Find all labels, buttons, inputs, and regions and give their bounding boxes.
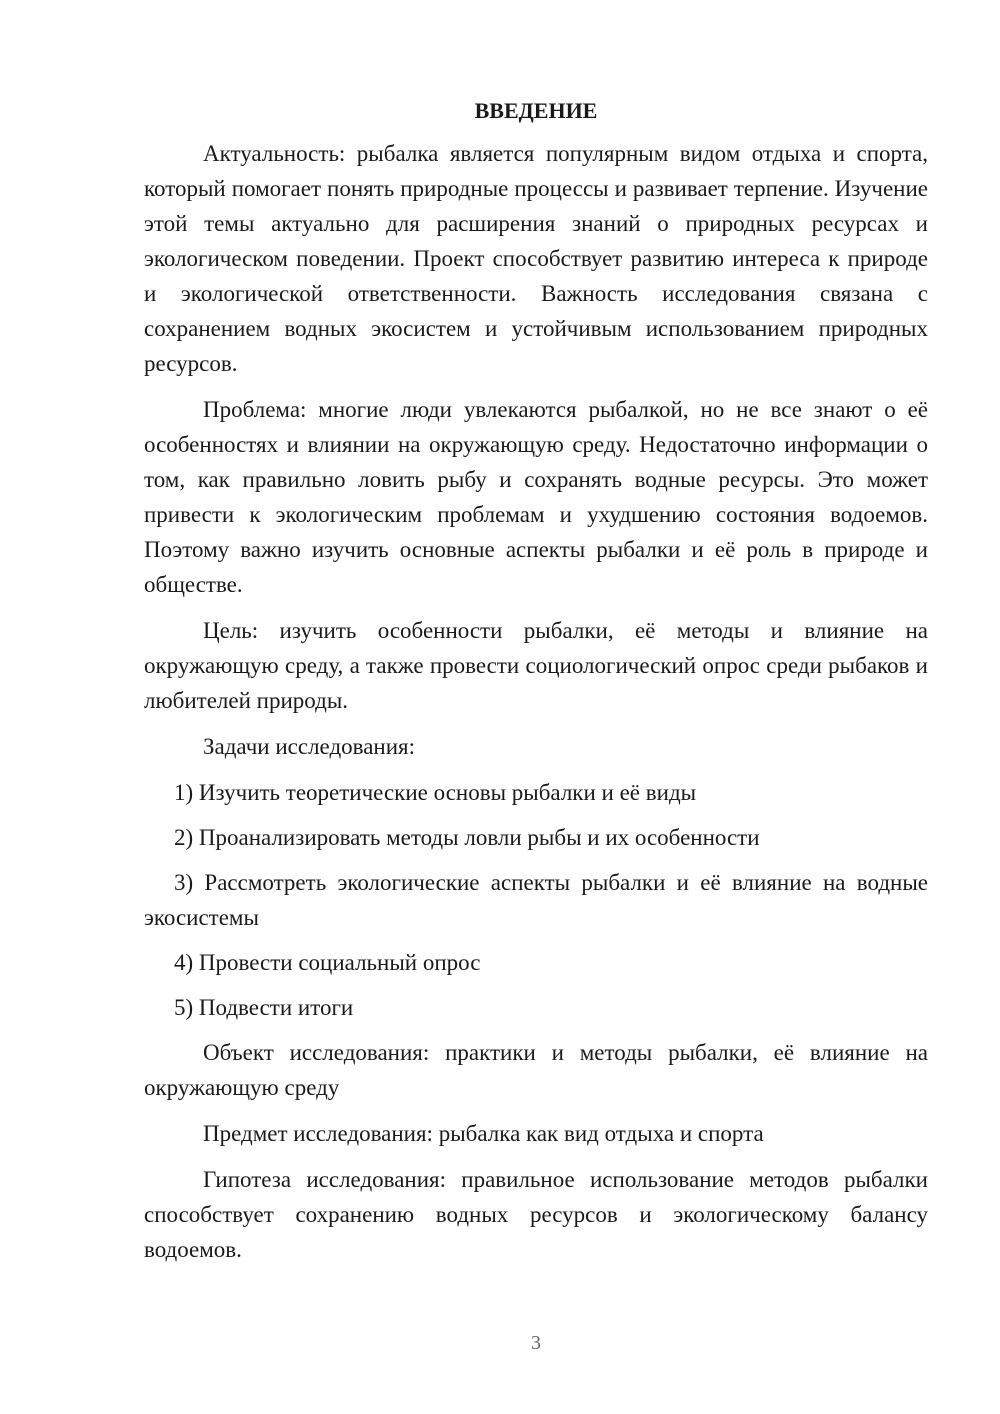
- list-item: 5) Подвести итоги: [174, 995, 354, 1020]
- section-heading: ВВЕДЕНИЕ: [474, 98, 598, 123]
- list-item: 2) Проанализировать методы ловли рыбы и их особенности: [174, 825, 760, 850]
- paragraph-problem: Проблема: многие люди увлекаются рыбалкой, но не все знают о её особенностях и влиянии на окружающую среду. Недостаточно информации о том, как правильно ловить рыбу и сохранять водные ресурсы. Это может привести к экологическим проблемам и ухудшению состояния водоемов. Поэтому важно изучить основные аспекты рыбалки и её роль в природе и обществе.: [144, 397, 928, 597]
- paragraph-relevance: Актуальность: рыбалка является популярным видом отдыха и спорта, который помогает понять природные процессы и развивает терпение. Изучение этой темы актуально для расширения знаний о природных ресурсах и экологическом поведении. Проект способствует развитию интереса к природе и экологической ответственности. Важность исследования связана с сохранением водных экосистем и устойчивым использованием природных ресурсов.: [144, 141, 928, 376]
- list-item: 1) Изучить теоретические основы рыбалки и её виды: [174, 780, 697, 805]
- paragraph-subject: Предмет исследования: рыбалка как вид отдыха и спорта: [203, 1121, 764, 1146]
- page-number: 3: [531, 1332, 541, 1354]
- paragraph-object: Объект исследования: практики и методы рыбалки, её влияние на окружающую среду: [144, 1040, 928, 1100]
- page-content: [144, 96, 928, 1278]
- paragraph-tasks-intro: Задачи исследования:: [203, 734, 416, 759]
- paragraph-goal: Цель: изучить особенности рыбалки, её методы и влияние на окружающую среду, а также провести социологический опрос среди рыбаков и любителей природы.: [144, 618, 928, 713]
- list-item: 3) Рассмотреть экологические аспекты рыбалки и её влияние на водные экосистемы: [144, 870, 928, 930]
- paragraph-hypothesis: Гипотеза исследования: правильное использование методов рыбалки способствует сохранению водных ресурсов и экологическому балансу водоемов.: [144, 1167, 928, 1262]
- list-item: 4) Провести социальный опрос: [174, 950, 481, 975]
